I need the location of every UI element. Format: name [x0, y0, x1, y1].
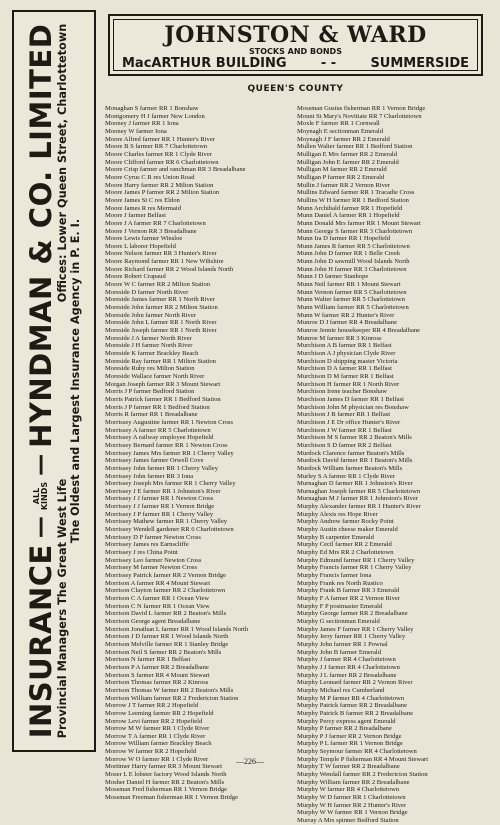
- side-ad-headline: [23, 23, 58, 739]
- listing-entry: Murphy Michael res Cumberland: [297, 686, 385, 694]
- side-ad-dash: —: [28, 516, 54, 539]
- listing-entry: Morris R farmer RR 1 Breadalbane: [105, 411, 198, 419]
- listing-entry: Morrison Neil S farmer RR 2 Beaton's Mills: [105, 648, 222, 656]
- listing-entry: Murchison John M physician res Bonshaw: [297, 403, 409, 411]
- listing-entry: Murphy Frank B farmer RR 3 Emerald: [297, 587, 400, 595]
- listing-entry: Moreside J A farmer North River: [105, 334, 192, 342]
- listing-entry: Morrissey M farmer Newton Cross: [105, 564, 198, 572]
- listing-entry: Moore Alfred farmer RR 1 Hunter's River: [105, 135, 215, 143]
- listing-entry: Morrow J T farmer RR 2 Hopefield: [105, 702, 199, 710]
- listing-entry: Mossman Gustus fisherman RR 1 Vernon Bridge: [297, 105, 426, 112]
- listing-entry: Morrison A farmer RR 4 Mount Stewart: [105, 579, 211, 587]
- listing-entry: Mullin J farmer RR 2 Vernon River: [297, 181, 390, 189]
- listing-entry: Murphy Temple P fisherman RR 4 Mount Stewart: [297, 755, 429, 763]
- listing-entry: Murphy F A farmer RR 2 Vernon River: [297, 595, 400, 602]
- listing-entry: Moore J Vernon RR 3 Breadalbane: [105, 227, 197, 235]
- listing-entry: Mullins W H farmer RR 1 Bedford Station: [297, 196, 409, 204]
- listing-entry: Moreside J H farmer North River: [105, 342, 193, 350]
- listing-entry: Munroe D J farmer RR 4 Breadalbane: [297, 319, 397, 327]
- listing-entry: Murchison James D farmer RR 1 Belfast: [297, 395, 404, 403]
- listing-entry: Morris Patrick farmer RR 1 Bedford Station: [105, 395, 221, 403]
- listing-entry: Mount St Mary's Novitiate RR 7 Charlottetown: [297, 112, 422, 120]
- listing-entry: Murphy Francis farmer Iona: [297, 572, 372, 580]
- listing-entry: Munn Archibald farmer RR 1 Hopefield: [297, 204, 403, 212]
- listing-entry: Moxle F farmer RR 1 Cornwall: [297, 120, 380, 128]
- listing-entry: Murphy Cecil farmer RR 2 Emerald: [297, 541, 392, 549]
- listing-entry: Murphy Alexis res Hope River: [297, 510, 378, 518]
- side-ad-company: HYNDMAN & CO. LIMITED: [23, 23, 58, 448]
- ad-building: MacARTHUR BUILDING: [122, 56, 287, 71]
- listing-entry: Morrison J D farmer RR 1 Wood Islands North: [105, 633, 229, 641]
- listing-entry: Moreside Wallace farmer North River: [105, 372, 205, 380]
- top-advertisement: [108, 14, 483, 76]
- listing-entry: Murphy J farmer RR 4 Charlottetown: [297, 656, 396, 664]
- listing-entry: Murnaghan Joseph farmer RR 5 Charlottetown: [297, 487, 421, 495]
- listing-entry: Moreside John farmer RR 2 Milton Station: [105, 304, 218, 312]
- section-title: QUEEN'S COUNTY: [247, 84, 344, 94]
- listing-entry: Mulligan E Mrs farmer RR 2 Emerald: [297, 150, 397, 158]
- listing-entry: Murphy Seymour farmer RR 4 Charlottetown: [297, 748, 417, 756]
- listing-entry: Moore J farmer Belfast: [105, 212, 166, 220]
- listing-entry: Mooney W farmer Iona: [105, 127, 167, 135]
- listing-entry: Morrison David L farmer RR 2 Beaton's Mills: [105, 610, 227, 618]
- listing-entry: Moore L laborer Hopefield: [105, 242, 176, 250]
- listing-entry: Murray A Mrs spinner Bedford Station: [297, 817, 399, 825]
- listing-entry: Morrissey John farmer RR 3 Iona: [105, 472, 194, 480]
- listing-entry: Murphy W H farmer RR 2 Hunter's River: [297, 801, 407, 809]
- listing-entry: Morrissey Augustine farmer RR 1 Newton Cross: [105, 418, 234, 426]
- listing-entry: Murphy J J farmer RR 4 Charlottetown: [297, 663, 400, 671]
- side-advertisement: [12, 10, 96, 752]
- listing-entry: Munn Donald Mrs farmer RR 1 Mount Stewart: [297, 219, 421, 227]
- listing-entry: Moreside John farmer North River: [105, 311, 196, 319]
- listing-entry: Murphy James F farmer RR 1 Cherry Valley: [297, 625, 414, 633]
- listing-entry: Morrow W O farmer RR 1 Clyde River: [105, 755, 209, 763]
- listing-entry: Morrissey Wendell gardener RR 6 Charlottetown: [105, 526, 234, 534]
- listing-entry: Montgomery H J farmer New London: [105, 112, 205, 120]
- listing-entry: Munn John D farmer RR 1 Belle Creek: [297, 250, 401, 258]
- listing-entry: Mosher Daniel H farmer RR 2 Beaton's Mills: [105, 778, 225, 786]
- listing-entry: Murphy Austin cheese maker Emerald: [297, 526, 398, 534]
- ad-separator: - -: [320, 56, 337, 71]
- listing-entry: Morrison N farmer RR 1 Belfast: [105, 656, 191, 664]
- listing-entry: Morrissey Bernard farmer RR 1 Newton Cross: [105, 441, 228, 449]
- listing-entry: Moynagh E sectionman Emerald: [297, 127, 383, 135]
- side-ad-all-kinds: [33, 482, 50, 510]
- listing-entry: Murchison J E Dr office Hunter's River: [297, 418, 401, 426]
- listing-entry: Morrissey J J farmer RR 1 Newton Cross: [105, 495, 214, 503]
- listing-entry: Murphy J L farmer RR 2 Breadalbane: [297, 671, 397, 679]
- ad-city: SUMMERSIDE: [370, 56, 469, 71]
- side-ad-subline: [56, 24, 69, 739]
- listing-entry: Morrison Thomas farmer RR 2 Kinross: [105, 679, 209, 687]
- listing-entry: Murdock David farmer RR 1 Beaton's Mills: [297, 457, 413, 465]
- listing-entry: Morrison C N farmer RR 1 Ocean View: [105, 602, 210, 610]
- listing-entry: Murphy Ed Mrs RR 2 Charlottetown: [297, 549, 394, 557]
- listing-entry: Morrissey John farmer RR 1 Cherry Valley: [105, 464, 218, 472]
- listing-entry: Morrissey Patrick farmer RR 2 Vernon Bridge: [105, 572, 226, 580]
- listing-entry: Morrison George agent Breadalbane: [105, 617, 201, 625]
- listing-entry: Munn Vernon farmer RR 5 Charlottetown: [297, 288, 407, 296]
- listing-entry: Munn George S farmer RR 3 Charlottetown: [297, 227, 413, 235]
- listing-entry: Munn John D sawmill Wood Islands North: [297, 258, 410, 266]
- listing-entry: Murphy F P postmaster Emerald: [297, 602, 383, 610]
- listing-entry: Murphy M P farmer RR 4 Charlottetown: [297, 694, 405, 702]
- listing-entry: Murchison D shipping master Victoria: [297, 357, 398, 365]
- listing-entry: Moore Richard farmer RR 2 Wood Islands North: [105, 265, 234, 273]
- listing-entry: Morrow M W farmer RR 1 Clyde River: [105, 725, 210, 733]
- listing-entry: Morrow W farmer RR 2 Hopefield: [105, 748, 197, 756]
- listing-entry: Murphy Andrew farmer Rocky Point: [297, 518, 394, 526]
- listing-entry: Munroe M farmer RR 3 Kinross: [297, 334, 382, 342]
- side-ad-rotated: [14, 13, 94, 749]
- listing-entry: Morrow Leeming farmer RR 2 Hopefield: [105, 709, 214, 717]
- listing-entry: Murphy G sectionman Emerald: [297, 617, 380, 625]
- listing-entry: Moore James P farmer RR 2 Milton Station: [105, 189, 220, 197]
- listing-entry: Morrison Jonathan L farmer RR 1 Wood Islands North: [105, 625, 249, 633]
- listing-entry: Mossman Freeman fisherman RR 1 Vernon Bridge: [105, 794, 238, 802]
- side-ad-content: [14, 22, 94, 741]
- listing-entry: Morrison Thomas W farmer RR 2 Beaton's Mills: [105, 686, 234, 694]
- listing-entry: Murphy Edmund farmer RR 1 Cherry Valley: [297, 556, 415, 564]
- listing-entry: Munn James R farmer RR 5 Charlottetown: [297, 242, 410, 250]
- listing-entry: Moore W C farmer RR 2 Milton Station: [105, 281, 211, 289]
- listing-entry: Murphy John B farmer Emerald: [297, 648, 381, 656]
- listing-entry: Murphy P L farmer RR 1 Vernon Bridge: [297, 740, 403, 748]
- listing-entry: Mullen Walter farmer RR 1 Bedford Station: [297, 143, 413, 151]
- listing-entry: Moynagh J F farmer RR 2 Emerald: [297, 135, 390, 143]
- listing-entry: Monaghan S farmer RR 1 Bonshaw: [105, 105, 199, 112]
- listing-entry: Moreside John L farmer RR 1 North River: [105, 319, 217, 327]
- listing-entry: Morrison Melville farmer RR 1 Stanley Bridge: [105, 640, 229, 648]
- listing-entry: Murchison S D farmer RR 2 Belfast: [297, 441, 392, 449]
- side-ad-all: ALL: [31, 487, 41, 505]
- listing-entry: Moreside Joseph farmer RR 1 North River: [105, 327, 217, 335]
- listing-entry: Mossman Fred fisherman RR 1 Vernon Bridge: [105, 786, 228, 794]
- listing-entry: Morrissey J P farmer RR 1 Cherry Valley: [105, 510, 214, 518]
- listing-entry: Moore Cyrus C R res Union Road: [105, 173, 195, 181]
- page-number: —226—: [236, 757, 264, 766]
- side-ad-kinds: KINDS: [40, 481, 50, 511]
- listing-entry: Murley S A farmer RR 1 Clyde River: [297, 472, 396, 480]
- ad-tagline: STOCKS AND BONDS: [249, 47, 342, 56]
- listing-entry: Moore James St C res Eldon: [105, 196, 180, 204]
- listing-entry: Munn W farmer RR 2 Hunter's River: [297, 311, 395, 319]
- listing-entry: Moore Harry farmer RR 2 Milton Station: [105, 181, 214, 189]
- listing-entry: Moreside D farmer North River: [105, 288, 189, 296]
- listing-entry: Murnaghan M J farmer RR 1 Johnston's River: [297, 495, 419, 503]
- listing-entry: Morrissey Joseph Mrs farmer RR 1 Cherry Valley: [105, 480, 236, 488]
- listing-entry: Moore B S farmer RR 7 Charlottetown: [105, 143, 208, 151]
- listing-entry: Morrow William farmer Brackley Beach: [105, 740, 212, 748]
- side-ad-dash-2: —: [28, 453, 54, 476]
- listing-entry: Murphy W W farmer RR 1 Vernon Bridge: [297, 809, 408, 817]
- listing-entry: Morrissey A railway employee Hopefield: [105, 434, 214, 442]
- listing-entry: Murphy P farmer RR 2 Breadalbane: [297, 725, 392, 733]
- listing-entry: Murchison H farmer RR 1 North River: [297, 380, 400, 388]
- listing-entry: Mullins Edward farmer RR 1 Tracadie Cross: [297, 189, 415, 197]
- listing-entry: Morris J P farmer Bedford Station: [105, 388, 195, 396]
- listing-entry: Murphy Patrick farmer RR 2 Breadalbane: [297, 702, 407, 710]
- listing-entry: Morgan Joseph farmer RR 3 Mount Stewart: [105, 380, 221, 388]
- listing-entry: Moreside Ray farmer RR 1 Milton Station: [105, 357, 216, 365]
- listing-entry: Morrissey Leo farmer Newton Cross: [105, 556, 202, 564]
- listing-entry: Munn William farmer RR 5 Charlottetown: [297, 304, 409, 312]
- listing-entry: Morrissey D P farmer Newton Cross: [105, 533, 201, 541]
- listing-entry: Morrison S farmer RR 4 Mount Stewart: [105, 671, 210, 679]
- listing-entry: Moore Robert Crapaud: [105, 273, 166, 281]
- listing-entry: Moore Raymond farmer RR 1 New Wiltshire: [105, 258, 224, 266]
- listing-entry: Mulligan John E farmer RR 2 Emerald: [297, 158, 399, 166]
- listing-entry: Morrison William farmer RR 2 Fredericton Station: [105, 694, 239, 702]
- listing-entry: Moore J A farmer RR 7 Charlottetown: [105, 219, 206, 227]
- listing-entry: Morrissey J E farmer RR 1 Johnston's River: [105, 487, 221, 495]
- listing-entry: Murchison A J physician Clyde River: [297, 350, 396, 357]
- listing-entry: Moreside James farmer RR 1 North River: [105, 296, 215, 304]
- listing-entry: Moreside Ruby res Milton Station: [105, 365, 195, 373]
- listing-entry: Mooney J farmer RR 1 Iona: [105, 120, 179, 128]
- listing-entry: Murchison J B farmer RR 1 Belfast: [297, 411, 391, 419]
- listing-entry: Morrissey James Mrs farmer RR 1 Cherry Valley: [105, 449, 234, 457]
- listing-entry: Murphy Leonard farmer RR 2 Vernon River: [297, 679, 413, 687]
- listing-entry: Murphy Francis farmer RR 1 Cherry Valley: [297, 564, 412, 572]
- listing-entry: Moore Nelson farmer RR 3 Hunter's River: [105, 250, 217, 258]
- listing-entry: Murphy Wendall farmer RR 2 Fredericton Station: [297, 771, 428, 779]
- listing-entry: Mulligan M farmer RR 2 Emerald: [297, 166, 387, 174]
- listing-entry: Moore Charles farmer RR 1 Clyde River: [105, 150, 212, 158]
- listing-entry: Morrison Clayton farmer RR 2 Charlottetown: [105, 587, 226, 595]
- listing-entry: Murchison A B farmer RR 1 Belfast: [297, 342, 392, 350]
- listing-entry: Murphy Jerry farmer RR 1 Cherry Valley: [297, 633, 406, 641]
- listing-entry: Moore Lewis farmer Winsloe: [105, 235, 183, 243]
- listing-entry: Mortimer Harry farmer RR 3 Mount Stewart: [105, 763, 223, 771]
- listing-entry: Murphy Alexander farmer RR 1 Hunter's River: [297, 503, 421, 511]
- listing-entry: Murchison D A farmer RR 1 Belfast: [297, 365, 392, 373]
- listing-entry: Murphy Frank res North Rustico: [297, 579, 383, 587]
- listing-entry: Murdock William farmer Beaton's Mills: [297, 464, 403, 472]
- side-ad-agency: The Oldest and Largest Insurance Agency in P. E. I.: [68, 218, 82, 544]
- listing-entry: Murnaghan D farmer RR 1 Johnston's River: [297, 480, 413, 488]
- listing-entry: Morris J P farmer RR 1 Bedford Station: [105, 403, 210, 411]
- side-ad-offices: Offices: Lower Queen Street, Charlottetown: [55, 23, 69, 303]
- listing-entry: Murphy T W farmer RR 2 Breadalbane: [297, 763, 400, 771]
- listing-entry: Moore Clifford farmer RR 6 Charlottetown: [105, 158, 219, 166]
- listing-column-right: [297, 105, 487, 825]
- listing-entry: Murchison J W farmer RR 1 Belfast: [297, 426, 392, 434]
- listing-entry: Murphy P J farmer RR 2 Vernon Bridge: [297, 732, 402, 740]
- listing-entry: Murphy W D farmer RR 1 Charlottetown: [297, 794, 406, 802]
- listing-entry: Morrison P A farmer RR 2 Breadalbane: [105, 663, 209, 671]
- listing-entry: Murphy Percy express agent Emerald: [297, 717, 396, 725]
- ad-address-row: [122, 56, 469, 71]
- side-ad-managers: Provincial Managers The Great West Life: [55, 478, 69, 739]
- listing-entry: Murphy B carpenter Emerald: [297, 533, 374, 541]
- listing-entry: Murchison D M farmer RR 1 Belfast: [297, 372, 394, 380]
- listing-entry: Morrison C A farmer RR 1 Ocean View: [105, 595, 210, 602]
- listing-entry: Munroe Jennie housekeeper RR 4 Breadalbane: [297, 327, 421, 335]
- listing-entry: Munn John H farmer RR 3 Charlottetown: [297, 265, 407, 273]
- listing-entry: Murphy W farmer RR 4 Charlottetown: [297, 786, 400, 794]
- ad-company-name: JOHNSTON & WARD: [164, 22, 427, 48]
- listing-entry: Morrow T A farmer RR 1 Clyde River: [105, 732, 206, 740]
- listing-entry: Morrissey Mathew farmer RR 1 Cherry Valley: [105, 518, 228, 526]
- listing-entry: Morrissey A farmer RR 5 Charlottetown: [105, 426, 211, 434]
- listing-entry: Murchison M S farmer RR 2 Beaton's Mills: [297, 434, 412, 442]
- listing-entry: Murdock Clarence farmer Beaton's Mills: [297, 449, 405, 457]
- listing-entry: Moreside K farmer Brackley Beach: [105, 350, 199, 357]
- listing-entry: Murphy George farmer RR 2 Breadalbane: [297, 610, 408, 618]
- listing-entry: Murchison Irene teacher Bonshaw: [297, 388, 387, 396]
- listing-entry: Morrissey James farmer Orwell Cove: [105, 457, 204, 465]
- listing-entry: Moore Crisp farmer and ranchman RR 3 Breadalbane: [105, 166, 246, 174]
- side-ad-insurance: INSURANCE: [23, 544, 58, 739]
- listing-entry: Morrissey J J farmer RR 1 Vernon Bridge: [105, 503, 215, 511]
- listing-entry: Munn Neil farmer RR 1 Mount Stewart: [297, 281, 401, 289]
- listing-entry: Murphy John farmer RR 1 Pownal: [297, 640, 388, 648]
- listing-entry: Murphy William farmer RR 2 Breadalbane: [297, 778, 410, 786]
- listing-entry: Moore James R res Mermaid: [105, 204, 181, 212]
- listing-entry: Moser L E lobster factory Wood Islands North: [105, 771, 227, 779]
- listing-entry: Munn Daniel A farmer RR 1 Hopefield: [297, 212, 400, 220]
- listing-entry: Morrissey J res China Point: [105, 549, 178, 557]
- listing-entry: Munn Ira D farmer RR 1 Hopefield: [297, 235, 391, 243]
- listing-entry: Mulligan P farmer RR 2 Emerald: [297, 173, 385, 181]
- listing-entry: Munn Walter farmer RR 5 Charlottetown: [297, 296, 405, 304]
- listing-entry: Morrow Levi farmer RR 2 Hopefield: [105, 717, 203, 725]
- listing-entry: Morrissey James res Earnscliffe: [105, 541, 189, 549]
- listing-entry: Murphy Patrick B farmer RR 2 Breadalbane: [297, 709, 413, 717]
- listing-entry: Munn J D farmer Stanhope: [297, 273, 369, 281]
